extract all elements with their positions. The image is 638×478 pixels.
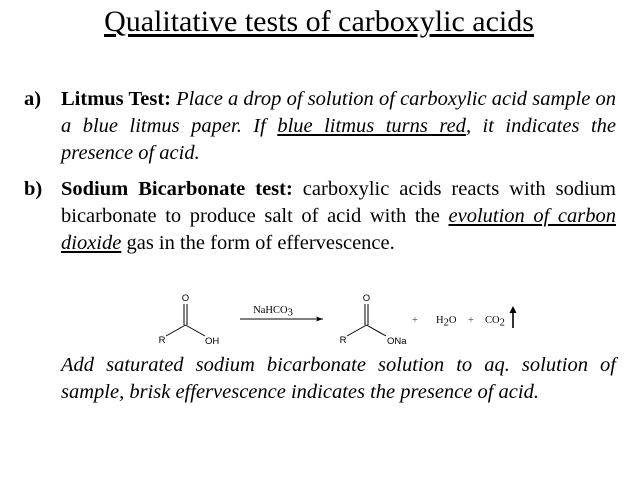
r-bond (347, 325, 367, 336)
item-heading: Sodium Bicarbonate test: (61, 178, 293, 200)
r-group-label: R (339, 335, 347, 346)
item-text: Place a drop of solution of carboxylic acid sample on a blue litmus paper. If (61, 88, 616, 137)
plus-sign: + (468, 315, 474, 326)
item-marker: a) (24, 88, 42, 110)
item-text: gas in the form of effervescence. (121, 232, 395, 254)
gas-evolution-arrow-icon (510, 306, 517, 328)
plus-sign: + (412, 315, 418, 326)
conclusion-text: Add saturated sodium bicarbonate solution to aq. solution of sample, brisk effervescence indicates the presence of acid. (61, 354, 616, 403)
list-item-litmus-test (24, 86, 616, 167)
r-bond (166, 325, 186, 336)
reactant-carboxylic-acid (159, 293, 220, 347)
ona-bond (367, 325, 387, 336)
list-item-bicarbonate-test (24, 176, 616, 257)
item-marker: b) (24, 178, 43, 200)
carbonyl-oxygen-label: O (362, 293, 371, 304)
item-heading: Litmus Test: (61, 88, 171, 110)
hydroxyl-label: OH (205, 336, 220, 347)
reaction-scheme (140, 288, 520, 354)
carbonyl-oxygen-label: O (181, 293, 190, 304)
reaction-arrow (240, 305, 323, 322)
item-body (61, 86, 616, 167)
oh-bond (186, 325, 206, 336)
item-body (61, 176, 616, 257)
product-sodium-salt (340, 293, 408, 347)
slide-title: Qualitative tests of carboxylic acids (104, 5, 534, 38)
item-text: , it indicates the presence of acid. (61, 115, 616, 164)
water-label: H2O (436, 315, 457, 329)
item-text: carboxylic acids reacts with sodium bicarbonate to produce salt of acid with the (61, 178, 617, 227)
item-underlined-text: blue litmus turns red (277, 115, 466, 137)
ona-label: ONa (387, 336, 407, 347)
carbon-dioxide-label: CO2 (485, 315, 505, 329)
reagent-label: NaHCO3 (253, 305, 293, 319)
item-underlined-text: evolution of carbon dioxide (61, 205, 616, 254)
r-group-label: R (158, 335, 166, 346)
